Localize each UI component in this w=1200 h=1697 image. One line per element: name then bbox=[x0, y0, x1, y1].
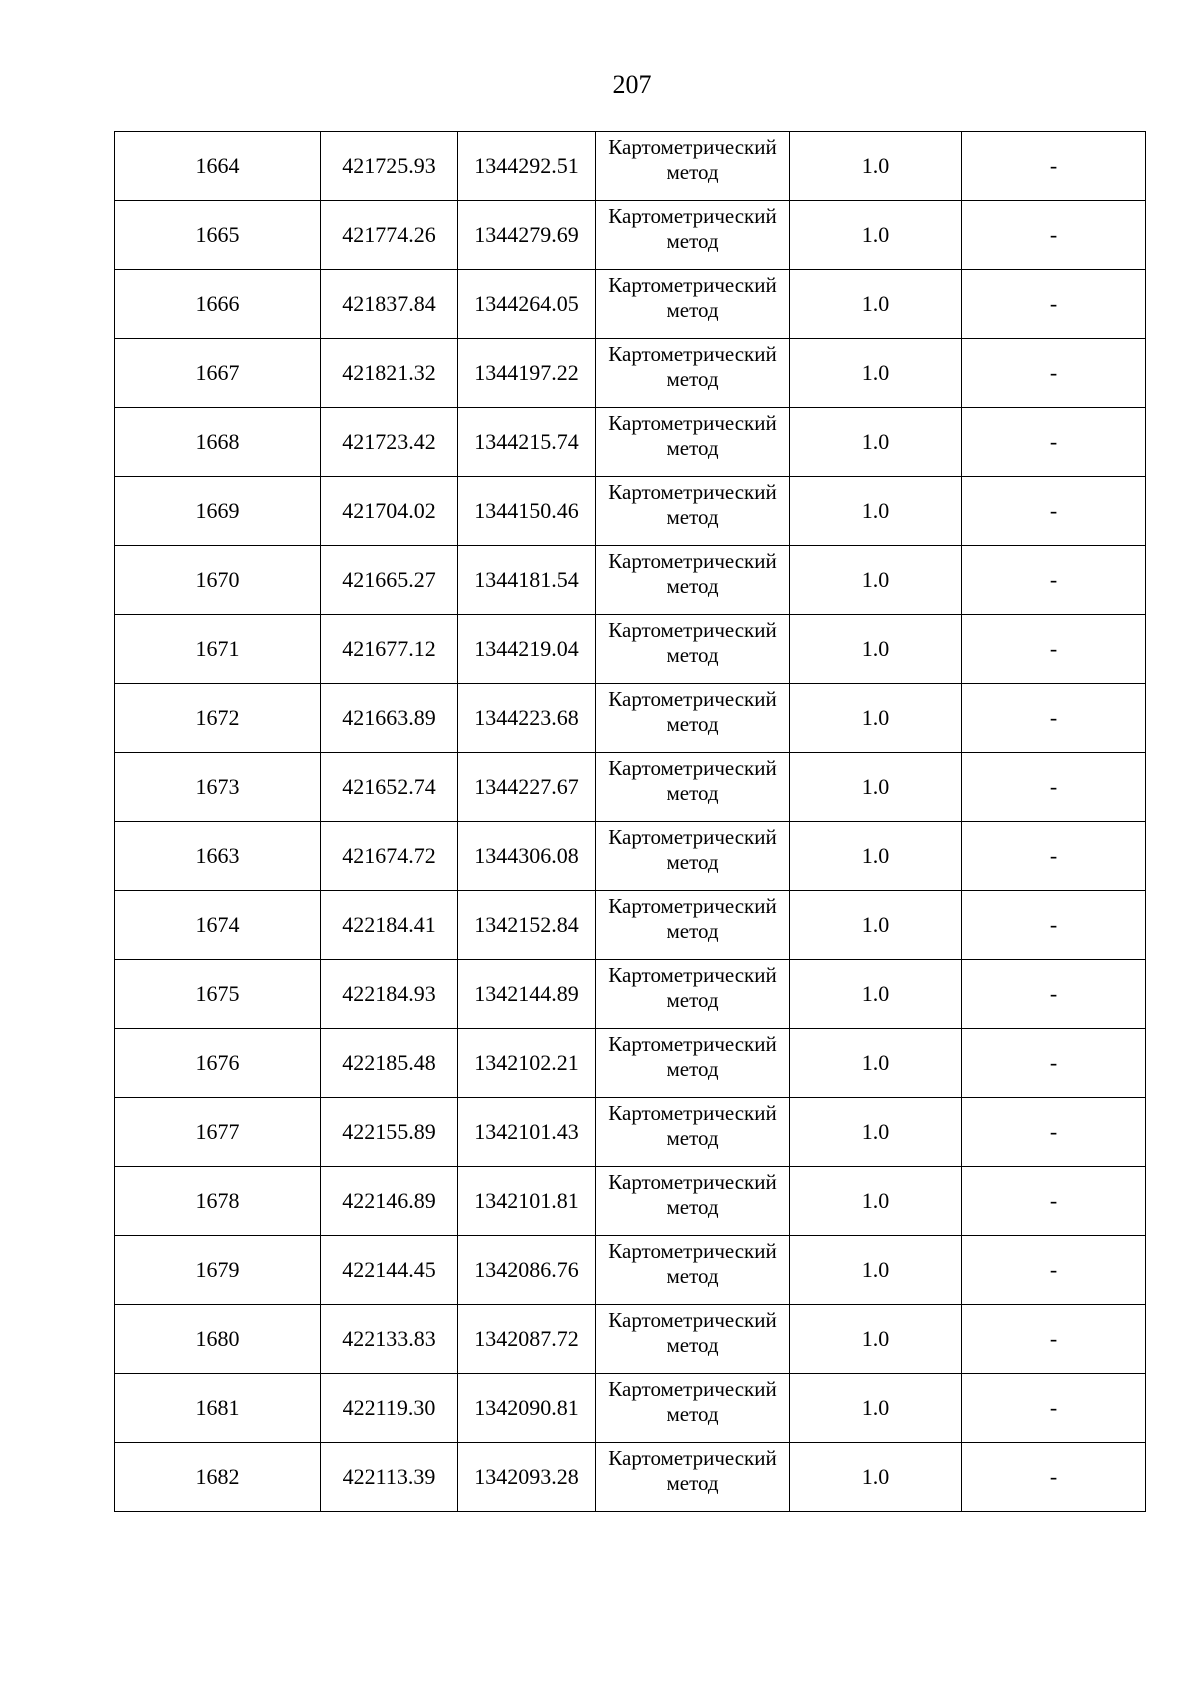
method-line-1: Картометрический bbox=[608, 480, 777, 504]
cell-note: - bbox=[962, 1374, 1146, 1443]
cell-x-coordinate: 421704.02 bbox=[321, 477, 458, 546]
method-line-1: Картометрический bbox=[608, 1446, 777, 1470]
cell-method bbox=[596, 201, 790, 270]
method-line-1: Картометрический bbox=[608, 894, 777, 918]
cell-note: - bbox=[962, 1443, 1146, 1512]
table-row bbox=[115, 891, 1146, 960]
table-row bbox=[115, 546, 1146, 615]
cell-method bbox=[596, 339, 790, 408]
method-line-2: метод bbox=[666, 229, 719, 253]
cell-note: - bbox=[962, 339, 1146, 408]
cell-note: - bbox=[962, 822, 1146, 891]
cell-x-coordinate: 422146.89 bbox=[321, 1167, 458, 1236]
table-row bbox=[115, 1098, 1146, 1167]
cell-accuracy: 1.0 bbox=[790, 1029, 962, 1098]
cell-note: - bbox=[962, 684, 1146, 753]
cell-accuracy: 1.0 bbox=[790, 270, 962, 339]
cell-method bbox=[596, 1236, 790, 1305]
cell-y-coordinate: 1342102.21 bbox=[458, 1029, 596, 1098]
cell-method bbox=[596, 1374, 790, 1443]
cell-point-number: 1676 bbox=[115, 1029, 321, 1098]
cell-method bbox=[596, 132, 790, 201]
cell-note: - bbox=[962, 408, 1146, 477]
cell-point-number: 1667 bbox=[115, 339, 321, 408]
method-line-1: Картометрический bbox=[608, 825, 777, 849]
cell-method bbox=[596, 408, 790, 477]
method-line-2: метод bbox=[666, 643, 719, 667]
cell-x-coordinate: 422144.45 bbox=[321, 1236, 458, 1305]
cell-y-coordinate: 1342101.81 bbox=[458, 1167, 596, 1236]
method-line-1: Картометрический bbox=[608, 963, 777, 987]
method-line-2: метод bbox=[666, 1195, 719, 1219]
cell-point-number: 1669 bbox=[115, 477, 321, 546]
cell-x-coordinate: 421725.93 bbox=[321, 132, 458, 201]
cell-y-coordinate: 1344279.69 bbox=[458, 201, 596, 270]
method-line-2: метод bbox=[666, 850, 719, 874]
cell-accuracy: 1.0 bbox=[790, 477, 962, 546]
cell-y-coordinate: 1344264.05 bbox=[458, 270, 596, 339]
cell-x-coordinate: 422113.39 bbox=[321, 1443, 458, 1512]
coordinates-table bbox=[114, 131, 1146, 1512]
method-line-1: Картометрический bbox=[608, 1239, 777, 1263]
cell-accuracy: 1.0 bbox=[790, 960, 962, 1029]
table-row bbox=[115, 408, 1146, 477]
cell-x-coordinate: 421674.72 bbox=[321, 822, 458, 891]
cell-note: - bbox=[962, 753, 1146, 822]
cell-note: - bbox=[962, 1029, 1146, 1098]
method-line-2: метод bbox=[666, 1402, 719, 1426]
method-line-1: Картометрический bbox=[608, 273, 777, 297]
method-line-1: Картометрический bbox=[608, 687, 777, 711]
cell-x-coordinate: 421652.74 bbox=[321, 753, 458, 822]
method-line-2: метод bbox=[666, 367, 719, 391]
cell-point-number: 1680 bbox=[115, 1305, 321, 1374]
cell-note: - bbox=[962, 960, 1146, 1029]
cell-accuracy: 1.0 bbox=[790, 822, 962, 891]
table-row bbox=[115, 270, 1146, 339]
method-line-1: Картометрический bbox=[608, 411, 777, 435]
method-line-1: Картометрический bbox=[608, 618, 777, 642]
cell-point-number: 1677 bbox=[115, 1098, 321, 1167]
cell-method bbox=[596, 684, 790, 753]
cell-method bbox=[596, 753, 790, 822]
method-line-1: Картометрический bbox=[608, 1308, 777, 1332]
cell-accuracy: 1.0 bbox=[790, 1236, 962, 1305]
table-row bbox=[115, 1443, 1146, 1512]
method-line-1: Картометрический bbox=[608, 204, 777, 228]
cell-x-coordinate: 422184.93 bbox=[321, 960, 458, 1029]
method-line-1: Картометрический bbox=[608, 135, 777, 159]
cell-x-coordinate: 421677.12 bbox=[321, 615, 458, 684]
cell-point-number: 1670 bbox=[115, 546, 321, 615]
cell-accuracy: 1.0 bbox=[790, 753, 962, 822]
cell-method bbox=[596, 822, 790, 891]
method-line-1: Картометрический bbox=[608, 1170, 777, 1194]
method-line-2: метод bbox=[666, 1057, 719, 1081]
cell-method bbox=[596, 1098, 790, 1167]
cell-x-coordinate: 422185.48 bbox=[321, 1029, 458, 1098]
method-line-1: Картометрический bbox=[608, 1101, 777, 1125]
method-line-1: Картометрический bbox=[608, 549, 777, 573]
cell-point-number: 1682 bbox=[115, 1443, 321, 1512]
method-line-1: Картометрический bbox=[608, 342, 777, 366]
cell-accuracy: 1.0 bbox=[790, 1443, 962, 1512]
cell-point-number: 1672 bbox=[115, 684, 321, 753]
table-row bbox=[115, 339, 1146, 408]
cell-y-coordinate: 1342144.89 bbox=[458, 960, 596, 1029]
cell-x-coordinate: 422133.83 bbox=[321, 1305, 458, 1374]
cell-note: - bbox=[962, 891, 1146, 960]
cell-point-number: 1679 bbox=[115, 1236, 321, 1305]
cell-note: - bbox=[962, 546, 1146, 615]
table-row bbox=[115, 1236, 1146, 1305]
cell-y-coordinate: 1342093.28 bbox=[458, 1443, 596, 1512]
method-line-2: метод bbox=[666, 1126, 719, 1150]
cell-note: - bbox=[962, 201, 1146, 270]
cell-y-coordinate: 1342086.76 bbox=[458, 1236, 596, 1305]
cell-point-number: 1664 bbox=[115, 132, 321, 201]
method-line-2: метод bbox=[666, 160, 719, 184]
cell-point-number: 1681 bbox=[115, 1374, 321, 1443]
cell-y-coordinate: 1344223.68 bbox=[458, 684, 596, 753]
cell-point-number: 1674 bbox=[115, 891, 321, 960]
cell-accuracy: 1.0 bbox=[790, 339, 962, 408]
cell-accuracy: 1.0 bbox=[790, 684, 962, 753]
method-line-2: метод bbox=[666, 574, 719, 598]
method-line-2: метод bbox=[666, 712, 719, 736]
cell-note: - bbox=[962, 1305, 1146, 1374]
cell-x-coordinate: 421837.84 bbox=[321, 270, 458, 339]
method-line-2: метод bbox=[666, 505, 719, 529]
table-row bbox=[115, 822, 1146, 891]
cell-accuracy: 1.0 bbox=[790, 1098, 962, 1167]
cell-y-coordinate: 1344197.22 bbox=[458, 339, 596, 408]
cell-note: - bbox=[962, 132, 1146, 201]
cell-point-number: 1675 bbox=[115, 960, 321, 1029]
table-row bbox=[115, 1305, 1146, 1374]
method-line-2: метод bbox=[666, 1333, 719, 1357]
cell-point-number: 1671 bbox=[115, 615, 321, 684]
table-row bbox=[115, 201, 1146, 270]
cell-note: - bbox=[962, 477, 1146, 546]
cell-accuracy: 1.0 bbox=[790, 1374, 962, 1443]
cell-method bbox=[596, 615, 790, 684]
cell-accuracy: 1.0 bbox=[790, 132, 962, 201]
table-row bbox=[115, 960, 1146, 1029]
cell-x-coordinate: 421774.26 bbox=[321, 201, 458, 270]
cell-accuracy: 1.0 bbox=[790, 891, 962, 960]
table-row bbox=[115, 1374, 1146, 1443]
table-row bbox=[115, 1167, 1146, 1236]
cell-y-coordinate: 1344306.08 bbox=[458, 822, 596, 891]
method-line-2: метод bbox=[666, 436, 719, 460]
cell-y-coordinate: 1342087.72 bbox=[458, 1305, 596, 1374]
method-line-1: Картометрический bbox=[608, 1032, 777, 1056]
cell-note: - bbox=[962, 1236, 1146, 1305]
cell-x-coordinate: 422184.41 bbox=[321, 891, 458, 960]
cell-note: - bbox=[962, 270, 1146, 339]
cell-x-coordinate: 421723.42 bbox=[321, 408, 458, 477]
table-row bbox=[115, 615, 1146, 684]
cell-method bbox=[596, 270, 790, 339]
cell-note: - bbox=[962, 615, 1146, 684]
cell-accuracy: 1.0 bbox=[790, 1305, 962, 1374]
cell-y-coordinate: 1344215.74 bbox=[458, 408, 596, 477]
method-line-2: метод bbox=[666, 781, 719, 805]
cell-y-coordinate: 1344150.46 bbox=[458, 477, 596, 546]
cell-method bbox=[596, 1167, 790, 1236]
cell-method bbox=[596, 1443, 790, 1512]
cell-accuracy: 1.0 bbox=[790, 408, 962, 477]
cell-method bbox=[596, 1305, 790, 1374]
cell-x-coordinate: 421663.89 bbox=[321, 684, 458, 753]
cell-y-coordinate: 1344227.67 bbox=[458, 753, 596, 822]
method-line-1: Картометрический bbox=[608, 1377, 777, 1401]
cell-accuracy: 1.0 bbox=[790, 201, 962, 270]
cell-y-coordinate: 1344219.04 bbox=[458, 615, 596, 684]
method-line-2: метод bbox=[666, 919, 719, 943]
cell-accuracy: 1.0 bbox=[790, 615, 962, 684]
method-line-2: метод bbox=[666, 298, 719, 322]
cell-y-coordinate: 1344181.54 bbox=[458, 546, 596, 615]
cell-y-coordinate: 1342152.84 bbox=[458, 891, 596, 960]
cell-point-number: 1665 bbox=[115, 201, 321, 270]
cell-y-coordinate: 1344292.51 bbox=[458, 132, 596, 201]
method-line-2: метод bbox=[666, 988, 719, 1012]
table-row bbox=[115, 684, 1146, 753]
page-number: 207 bbox=[612, 70, 652, 99]
table-row bbox=[115, 477, 1146, 546]
cell-y-coordinate: 1342101.43 bbox=[458, 1098, 596, 1167]
cell-point-number: 1673 bbox=[115, 753, 321, 822]
cell-x-coordinate: 422155.89 bbox=[321, 1098, 458, 1167]
table-body bbox=[115, 132, 1146, 1512]
cell-x-coordinate: 422119.30 bbox=[321, 1374, 458, 1443]
cell-x-coordinate: 421665.27 bbox=[321, 546, 458, 615]
cell-x-coordinate: 421821.32 bbox=[321, 339, 458, 408]
cell-point-number: 1666 bbox=[115, 270, 321, 339]
cell-method bbox=[596, 960, 790, 1029]
cell-point-number: 1678 bbox=[115, 1167, 321, 1236]
cell-y-coordinate: 1342090.81 bbox=[458, 1374, 596, 1443]
cell-method bbox=[596, 1029, 790, 1098]
cell-point-number: 1663 bbox=[115, 822, 321, 891]
table-row bbox=[115, 132, 1146, 201]
cell-note: - bbox=[962, 1098, 1146, 1167]
method-line-2: метод bbox=[666, 1471, 719, 1495]
table-row bbox=[115, 1029, 1146, 1098]
method-line-2: метод bbox=[666, 1264, 719, 1288]
cell-note: - bbox=[962, 1167, 1146, 1236]
table-row bbox=[115, 753, 1146, 822]
method-line-1: Картометрический bbox=[608, 756, 777, 780]
cell-method bbox=[596, 891, 790, 960]
cell-method bbox=[596, 477, 790, 546]
cell-method bbox=[596, 546, 790, 615]
cell-point-number: 1668 bbox=[115, 408, 321, 477]
cell-accuracy: 1.0 bbox=[790, 1167, 962, 1236]
cell-accuracy: 1.0 bbox=[790, 546, 962, 615]
